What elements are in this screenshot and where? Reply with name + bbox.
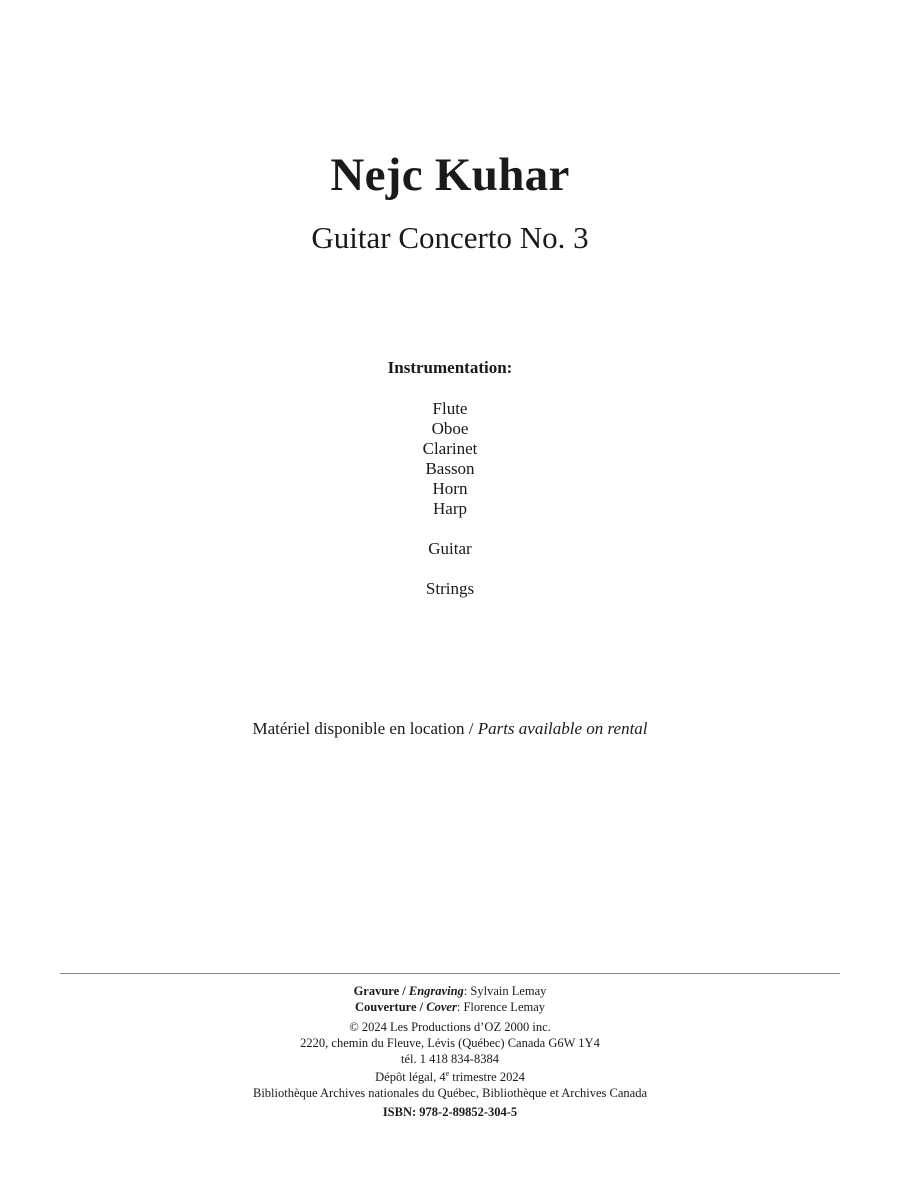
cover-credit: Couverture / Cover: Florence Lemay	[354, 1000, 546, 1014]
phone-line: tél. 1 418 834-8384	[401, 1052, 499, 1066]
rental-notice	[0, 719, 900, 739]
instrument-item: Harp	[433, 499, 467, 518]
engraving-label-en: Engraving	[408, 984, 464, 998]
publisher-block	[0, 1019, 900, 1067]
composer-name: Nejc Kuhar	[330, 149, 570, 201]
rental-separator: /	[464, 719, 478, 738]
engraving-credit: Gravure / Engraving: Sylvain Lemay	[353, 984, 547, 998]
instrument-item: Horn	[432, 479, 468, 498]
instrument-item: Basson	[425, 459, 475, 478]
rental-french: Matériel disponible en location	[252, 719, 465, 738]
rental-english: Parts available on rental	[477, 719, 648, 738]
cover-label-fr: Couverture	[354, 1000, 417, 1014]
cover-name: Florence Lemay	[463, 1000, 546, 1014]
deposit-ordinal: e	[445, 1068, 450, 1078]
instrument-item: Guitar	[428, 539, 472, 558]
instrumentation-list	[0, 399, 900, 599]
instrument-item: Oboe	[431, 419, 469, 438]
deposit-prefix: Dépôt légal, 4	[375, 1070, 446, 1084]
isbn: ISBN: 978-2-89852-304-5	[382, 1105, 518, 1119]
deposit-suffix: trimestre 2024	[449, 1070, 525, 1084]
colophon-divider	[60, 973, 840, 974]
cover-label-en: Cover	[426, 1000, 457, 1014]
instrument-item: Flute	[432, 399, 468, 418]
instrument-item: Clarinet	[422, 439, 478, 458]
credits-block	[0, 983, 900, 1015]
engraving-label-fr: Gravure	[353, 984, 400, 998]
address-line: 2220, chemin du Fleuve, Lévis (Québec) Canada G6W 1Y4	[300, 1036, 600, 1050]
copyright-line: © 2024 Les Productions d’OZ 2000 inc.	[349, 1020, 551, 1034]
work-title: Guitar Concerto No. 3	[311, 220, 589, 255]
legal-deposit-line	[0, 1069, 900, 1085]
legal-block	[0, 1069, 900, 1101]
instrument-item: Strings	[425, 579, 475, 598]
instrumentation-heading: Instrumentation:	[387, 358, 513, 377]
engraving-name: Sylvain Lemay	[470, 984, 547, 998]
libraries-line: Bibliothèque Archives nationales du Québec, Bibliothèque et Archives Canada	[253, 1086, 647, 1100]
